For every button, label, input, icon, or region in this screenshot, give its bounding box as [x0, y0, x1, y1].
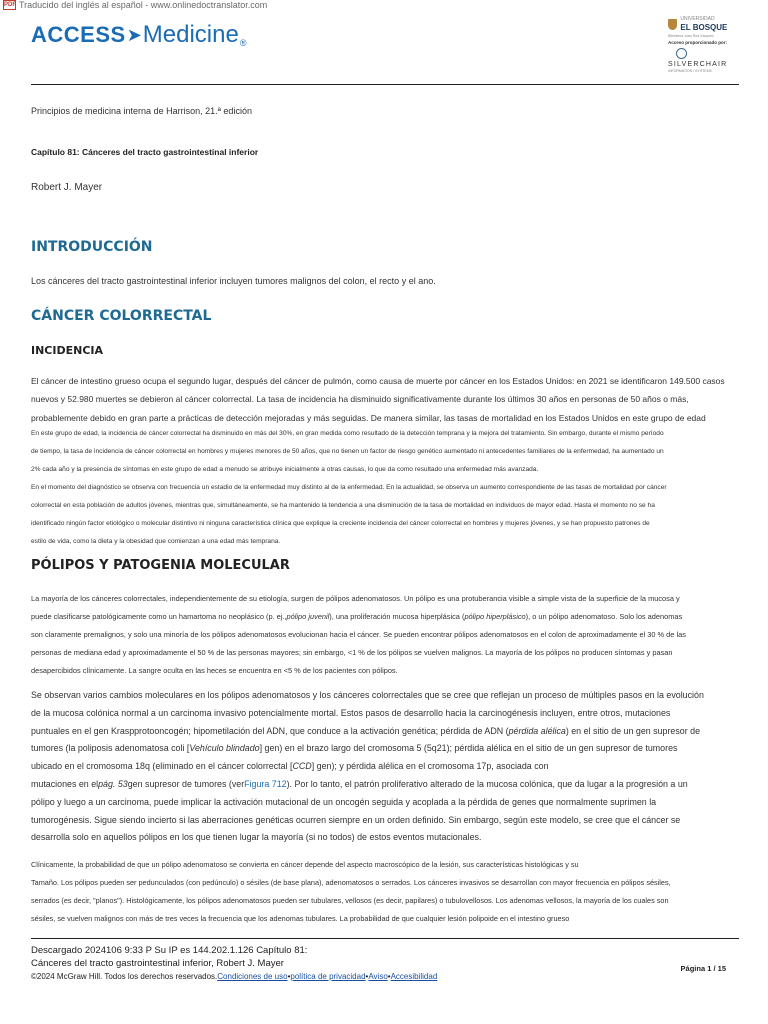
text-line: desarrolla solo en aquellos pólipos en los que tienen lugar la mayoría (si no todos) de estos eventos mutacionales. [31, 832, 482, 843]
logo-access-text: ACCESS [31, 22, 126, 47]
heading-incidence: INCIDENCIA [31, 344, 103, 357]
polyps-paragraph-1 [31, 590, 741, 680]
text-line: Clínicamente, la probabilidad de que un pólipo adenomatoso se convierta en cáncer depende del aspecto macroscópico de la lesión, sus características histológicas y su [31, 860, 579, 869]
text-line: tumores (la poliposis adenomatosa coli [Vehículo blindado] gen) en el brazo largo del cromosoma 5 (5q21); pérdida alélica en el sitio de un gen supresor de tumores [31, 743, 678, 754]
text-line: pólipo y luego a un carcinoma, puede implicar la activación mutacional de un oncogén seguida y acoplada a la pérdida de genes que normalmente suprimen la [31, 796, 657, 807]
incidence-paragraph-2 [31, 425, 741, 551]
accessibility-link[interactable]: Accesibilidad [390, 972, 438, 981]
text-line: puede clasificarse patológicamente como un hamartoma no neoplásico (p. ej.,pólipo juvenil), una proliferación mucosa hiperplásica (pólipo hiperplásico), o un pólipo adenomatoso. Solo los adenomas [31, 612, 683, 621]
university-shield-icon [668, 19, 677, 30]
heading-introduction: INTRODUCCIÓN [31, 239, 153, 255]
banner-text: Traducido del inglés al español - www.onlinedoctranslator.com [19, 0, 268, 10]
text-line: de tiempo, la tasa de incidencia de cáncer colorrectal en hombres y mujeres menores de 50 años, que no tienen un factor de riesgo genético aumentado ni antecedentes familiares de la enfermedad, ha aumentado un [31, 448, 664, 455]
text-line: probablemente debido en gran parte a prácticas de detección mejoradas y más seguidas. De manera similar, las tasas de mortalidad en los Estados Unidos en este grupo de edad [31, 412, 706, 423]
text-line: serrados (es decir, "planos"). Histológicamente, los pólipos adenomatosos pueden ser tubulares, vellosos (es decir, papilares) o tubulovellosos. Los adenomas vellosos, la mayoría de los cuales son [31, 896, 669, 905]
download-info: Descargado 2024106 9:33 P Su IP es 144.202.1.126 Capítulo 81: [31, 945, 308, 956]
text-line: identificado ningún factor etiológico o molecular distintivo ni ninguna característica clínica que explique la creciente incidencia del cáncer colorrectal en hombres y mujeres jóvenes, y se han propuesto patrones de [31, 520, 650, 527]
registered-icon: ® [239, 38, 247, 48]
institution-block [668, 16, 740, 74]
university-label: UNIVERSIDAD [680, 16, 715, 22]
text-line: personas de mediana edad y aproximadamente el 50 % de las personas mayores; sin embargo, <1 % de los pólipos se vuelven malignos. La mayoría de los pólipos no producen síntomas y pasan [31, 648, 673, 657]
terms-link[interactable]: Condiciones de uso [217, 972, 288, 981]
logo-medicine-text: Medicine [142, 21, 239, 48]
intro-line: Los cánceres del tracto gastrointestinal inferior incluyen tumores malignos del colon, el recto y el ano. [31, 276, 436, 286]
text-line: tumorogénesis. Sigue siendo incierto si las aberraciones genéticas ocurren siempre en un orden definido. Sin embargo, según este modelo, se cree que el cáncer se [31, 814, 681, 825]
library-tagline: Biblioteca Juan Roa Vásquez [668, 33, 714, 38]
footer-divider [31, 938, 739, 939]
text-line: Se observan varios cambios moleculares en los pólipos adenomatosos y los cánceres colorrectales que se cree que reflejan un proceso de múltiples pasos en la evolución [31, 690, 704, 700]
text-line: estilo de vida, como la dieta y la obesidad que comienzan a una edad más temprana. [31, 538, 281, 545]
header-divider [31, 84, 739, 85]
notice-link[interactable]: Aviso [368, 972, 388, 981]
text-line: colorrectal en esta población de adultos jóvenes, mientras que, simultáneamente, se ha mantenido la tendencia a una disminución de la tasa de mortalidad en individuos de mayor edad. Hasta el momento no se ha [31, 502, 655, 509]
silverchair-logo: SILVERCHAIR [668, 61, 728, 69]
pdf-icon: PDF [4, 2, 16, 8]
logo-arrow-icon: ➤ [126, 24, 142, 45]
text-line: de la mucosa colónica normal a un carcinoma invasivo potencialmente mortal. Estos pasos de desarrollo hacia la carcinogénesis incluyen, entre otros, mutaciones [31, 707, 671, 718]
university-name: EL BOSQUE [680, 22, 728, 32]
text-line: desapercibidos clínicamente. La sangre oculta en las heces se encuentra en <5 % de los pacientes con pólipos. [31, 666, 398, 675]
author-name: Robert J. Mayer [31, 182, 103, 193]
chapter-title: Capítulo 81: Cánceres del tracto gastrointestinal inferior [31, 147, 259, 157]
text-line: La mayoría de los cánceres colorrectales, independientemente de su etiología, surgen de pólipos adenomatosos. Un pólipo es una protuberancia visible a simple vista de la superficie de la mucosa y [31, 594, 680, 603]
text-line: puntuales en el gen Kraspprotooncogén; hipometilación del ADN, que conduce a la activación genética; pérdida de ADN (pérdida alélica) en el sitio de un gen supresor de [31, 725, 701, 736]
text-line: nuevos y 52.980 muertes se debieron al cáncer colorrectal. La tasa de incidencia ha disminuido significativamente durante los últimos 30 años en personas de 50 años o más, [31, 394, 689, 405]
heading-polyps: PÓLIPOS Y PATOGENIA MOLECULAR [31, 558, 290, 573]
figure-link[interactable]: Figura 712 [244, 778, 287, 789]
text-line: Tamaño. Los pólipos pueden ser pedunculados (con pedúnculo) o sésiles (de base plana), adenomatosos o serrados. Los cánceres invasivos se desarrollan con mayor frecuencia en pólipos sésiles, [31, 878, 671, 887]
access-medicine-logo [31, 18, 246, 52]
privacy-link[interactable]: política de privacidad [290, 972, 366, 981]
page-footer [31, 944, 739, 983]
text-line: sésiles, se vuelven malignos con más de tres veces la frecuencia que los adenomas tubulares. La probabilidad de que cualquier lesión polipoide en el intestino grueso [31, 914, 570, 923]
silverchair-icon [676, 48, 687, 59]
text-line: mutaciones en elpág. 53gen supresor de tumores (verFigura 712). Por lo tanto, el patrón proliferativo alterado de la mucosa colónica, que da lugar a la progresión a un [31, 778, 688, 789]
text-line: son claramente premalignos, y solo una minoría de los pólipos adenomatosos evolucionan hacia el cáncer. Se pueden encontrar pólipos adenomatosos en el colon de aproximadamente el 30 % de las [31, 630, 686, 639]
text-line: En este grupo de edad, la incidencia de cáncer colorrectal ha disminuido en más del 30%, en gran medida como resultado de la detección temprana y la mejora del tratamiento. Sin embargo, durante el mismo período [31, 430, 664, 437]
citation-line: Cánceres del tracto gastrointestinal inferior, Robert J. Mayer [31, 958, 284, 969]
silverchair-subtitle: INFORMATION / SYSTEMS [668, 69, 712, 74]
page-number: Página 1 / 15 [680, 964, 726, 973]
heading-colorectal-cancer: CÁNCER COLORRECTAL [31, 308, 212, 324]
translation-banner[interactable] [3, 0, 267, 10]
incidence-paragraph-1 [31, 372, 741, 427]
text-line: El cáncer de intestino grueso ocupa el segundo lugar, después del cáncer de pulmón, como causa de muerte por cáncer en los Estados Unidos: en 2021 se identificaron 149.500 casos [31, 376, 725, 386]
text-line: En el momento del diagnóstico se observa con frecuencia un estadio de la enfermedad muy distinto al de la enfermedad. En la actualidad, se observa un aumento correspondiente de las tasas de mortalidad por cáncer [31, 484, 667, 491]
provided-by-label: Acceso proporcionado por: [668, 40, 728, 46]
text-line: ubicado en el cromosoma 18q (eliminado en el cáncer colorrectal [CCD] gen); y pérdida alélica en el cromosoma 17p, asociada con [31, 761, 549, 772]
copyright-line: ©2024 McGraw Hill. Todos los derechos reservados.Condiciones de uso•política de privacidad•Aviso•Accesibilidad [31, 972, 438, 981]
intro-paragraph [31, 272, 741, 291]
polyps-paragraph-2 [31, 687, 741, 847]
text-line: 2% cada año y la presencia de síntomas en este grupo de edad a menudo se atribuye inicialmente a otras causas, lo que da como resultado una enfermedad más avanzada. [31, 466, 539, 473]
book-title: Principios de medicina interna de Harrison, 21.ª edición [31, 106, 252, 116]
polyps-paragraph-3 [31, 856, 741, 928]
